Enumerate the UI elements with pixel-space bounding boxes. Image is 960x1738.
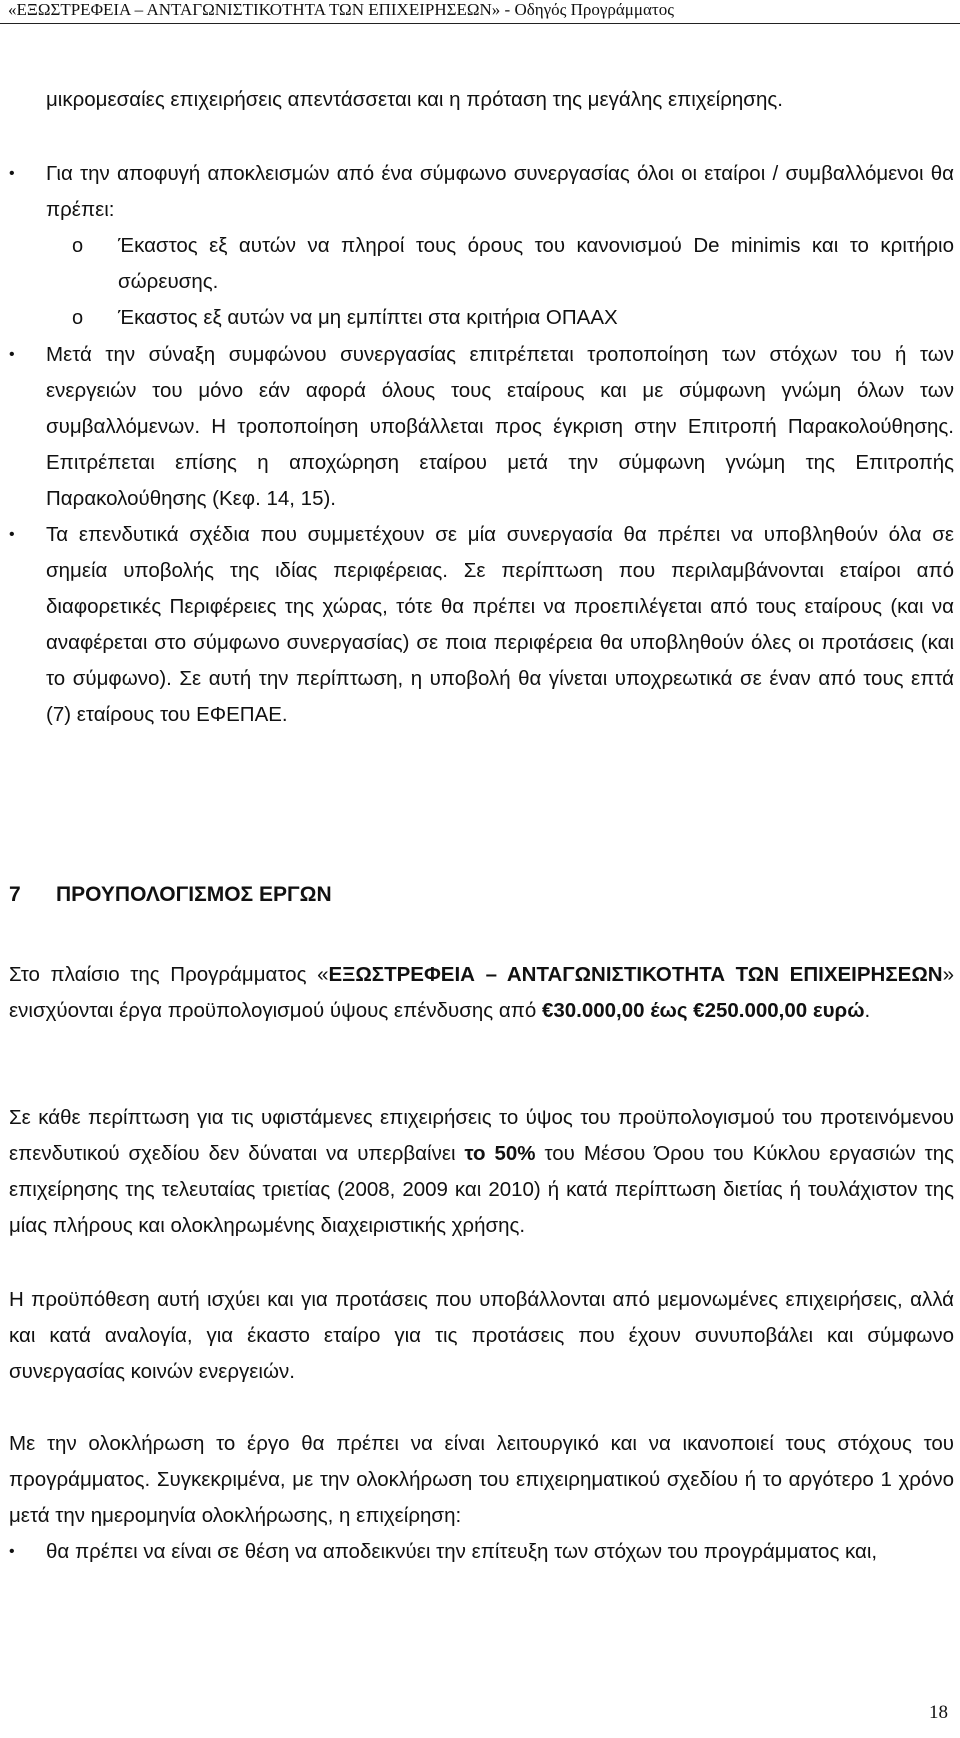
bullet-item-region: Τα επενδυτικά σχέδια που συμμετέχουν σε μία συνεργασία θα πρέπει να υποβληθούν όλα σε σημεία υποβολής της ιδίας περιφέρειας. Σε περίπτωση που περιλαμβάνονται εταίροι από διαφορετικές Περιφέρειες της χώρας, τότε θα πρέπει να προεπιλέγεται από τους εταίρους (και να αναφέρεται στο σύμφωνο συνεργασίας) σε ποια περιφέρεια θα υποβληθούν όλες οι προτάσεις (και το σύμφωνο). Σε αυτή την περίπτωση, η υποβολή θα γίνεται υποχρεωτικά σε έναν από τους επτά (7) εταίρους του ΕΦΕΠΑΕ. xyxy=(46,523,954,726)
paragraph-text: Σε κάθε περίπτωση για τις υφιστάμενες επιχειρήσεις το ύψος του προϋπολογισμού του προτεινόμενου επενδυτικού σχεδίου δεν δύναται να υπερβαίνει xyxy=(9,1106,954,1165)
budget-range: €30.000,00 έως €250.000,00 ευρώ xyxy=(541,999,865,1022)
bullet-marker: • xyxy=(9,526,15,543)
bullet-item-partners: Για την αποφυγή αποκλεισμών από ένα σύμφωνο συνεργασίας όλοι οι εταίροι / συμβαλλόμενοι θα πρέπει: xyxy=(46,162,954,221)
bullet-item-amendment: Μετά την σύναξη συμφώνου συνεργασίας επιτρέπεται τροποποίηση των στόχων του ή των ενεργειών του μόνο εάν αφορά όλους τους εταίρους και με σύμφωνη γνώμη όλων των συμβαλλόμενων. Η τροποποίηση υποβάλλεται προς έγκριση στην Επιτροπή Παρακολούθησης. Επιτρέπεται επίσης η αποχώρηση εταίρου μετά την σύμφωνη γνώμη της Επιτροπής Παρακολούθησης (Κεφ. 14, 15). xyxy=(46,343,954,510)
paragraph-completion: Με την ολοκλήρωση το έργο θα πρέπει να είναι λειτουργικό και να ικανοποιεί τους στόχους του προγράμματος. Συγκεκριμένα, με την ολοκλήρωση του επιχειρηματικού σχεδίου ή το αργότερο 1 χρόνο μετά την ημερομηνία ολοκλήρωσης, η επιχείρηση: xyxy=(9,1432,954,1527)
sub-bullet-marker: o xyxy=(72,235,84,257)
section-number: 7 xyxy=(9,883,21,906)
bullet-continuation: μικρομεσαίες επιχειρήσεις απεντάσσεται και η πρόταση της μεγάλης επιχείρησης. xyxy=(46,88,783,111)
bullet-marker: • xyxy=(9,165,15,182)
paragraph-text: Στο πλαίσιο της Προγράμματος « xyxy=(9,963,329,986)
page-number: 18 xyxy=(929,1702,948,1723)
paragraph-text: του Μέσου Όρου του Κύκλου εργασιών της επιχείρησης της τελευταίας τριετίας (2008, 2009 και 2010) ή κατά περίπτωση διετίας ή τουλάχιστον της μίας πλήρους και ολοκληρωμένης διαχειριστικής χρήσης. xyxy=(9,1142,954,1237)
sub-bullet-item-opaax: Έκαστος εξ αυτών να μη εμπίπτει στα κριτήρια ΟΠΑΑΧ xyxy=(118,306,618,329)
paragraph-text: » ενισχύονται έργα προϋπολογισμού ύψους επένδυσης από xyxy=(9,963,954,1022)
section-title: ΠΡΟΥΠΟΛΟΓΙΣΜΟΣ ΕΡΓΩΝ xyxy=(56,883,332,906)
limit-percentage: το 50% xyxy=(464,1142,536,1165)
program-name: ΕΞΩΣΤΡΕΦΕΙΑ – ΑΝΤΑΓΩΝΙΣΤΙΚΟΤΗΤΑ ΤΩΝ ΕΠΙΧΕΙΡΗΣΕΩΝ xyxy=(328,963,943,986)
sub-bullet-marker: o xyxy=(72,307,84,329)
paragraph-budget-range xyxy=(9,957,954,1029)
sub-bullet-item-deminimis: Έκαστος εξ αυτών να πληροί τους όρους του κανονισμού De minimis και το κριτήριο σώρευσης. xyxy=(118,234,954,293)
bullet-item-goals: θα πρέπει να είναι σε θέση να αποδεικνύει την επίτευξη των στόχων του προγράμματος και, xyxy=(46,1540,878,1563)
paragraph-turnover-limit xyxy=(9,1100,954,1244)
header-divider xyxy=(0,23,960,24)
bullet-marker: • xyxy=(9,1543,15,1560)
paragraph-text: . xyxy=(864,999,871,1022)
paragraph-condition: Η προϋπόθεση αυτή ισχύει και για προτάσεις που υποβάλλονται από μεμονωμένες επιχειρήσεις, αλλά και κατά αναλογία, για έκαστο εταίρο για τις προτάσεις που έχουν συνυποβάλει και σύμφωνο συνεργασίας κοινών ενεργειών. xyxy=(9,1288,954,1383)
bullet-marker: • xyxy=(9,346,15,363)
header-title: «ΕΞΩΣΤΡΕΦΕΙΑ – ΑΝΤΑΓΩΝΙΣΤΙΚΟΤΗΤΑ ΤΩΝ ΕΠΙΧΕΙΡΗΣΕΩΝ» - Οδηγός Προγράμματος xyxy=(8,0,674,19)
